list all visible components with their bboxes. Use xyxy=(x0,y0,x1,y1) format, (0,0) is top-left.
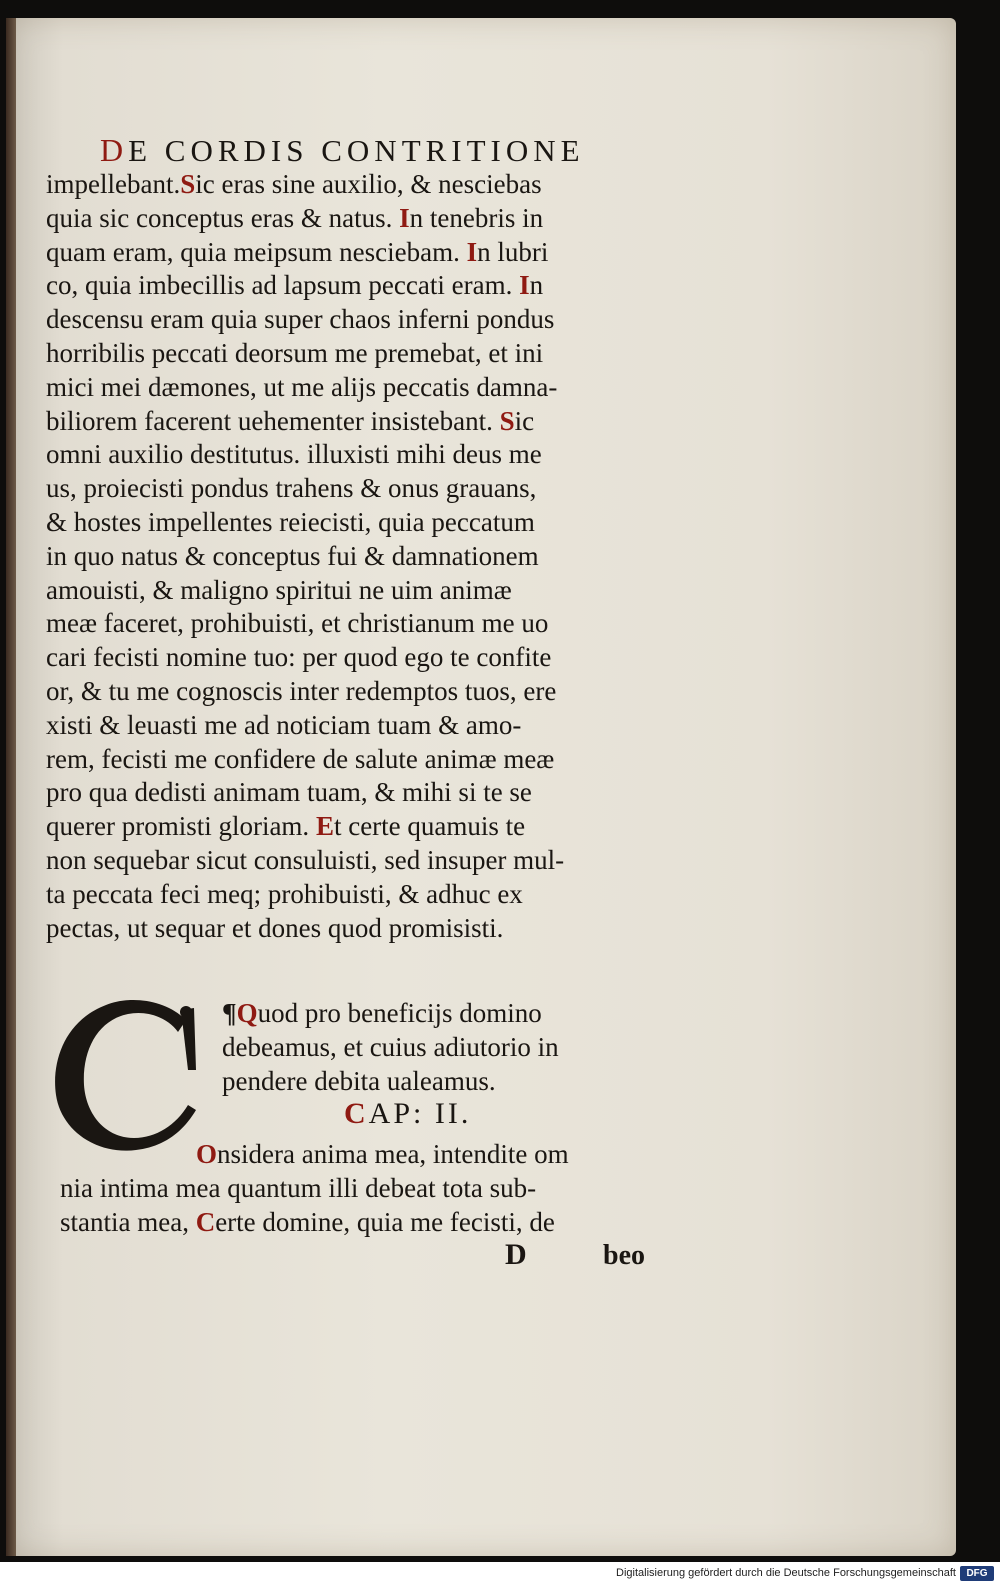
chapter-number xyxy=(344,1097,471,1131)
signature-mark: D xyxy=(505,1238,527,1271)
text-segment: rem, fecisti me confidere de salute animæ meæ xyxy=(46,743,555,774)
chapter-number-rubric: C xyxy=(344,1097,369,1130)
digitization-credit: Digitalisierung gefördert durch die Deutsche Forschungsgemeinschaft xyxy=(616,1567,956,1579)
pilcrow-mark: ¶ xyxy=(222,998,237,1028)
text-segment: t certe quamuis te xyxy=(333,811,526,842)
text-line xyxy=(46,303,706,337)
text-line xyxy=(46,810,706,844)
text-segment: in quo natus & conceptus fui & damnationem xyxy=(46,540,539,571)
text-line xyxy=(46,743,706,777)
rubric-initial: S xyxy=(180,169,196,199)
decorated-initial-c xyxy=(36,990,206,1160)
running-head-text: E CORDIS CONTRITIONE xyxy=(128,133,585,168)
text-line xyxy=(46,472,706,506)
text-segment: cari fecisti nomine tuo: per quod ego te confite xyxy=(46,642,552,673)
text-segment: horribilis peccati deorsum me premebat, et ini xyxy=(46,337,544,368)
running-head xyxy=(100,132,680,169)
text-line xyxy=(46,371,706,405)
rubric-initial: E xyxy=(315,811,334,842)
heading-rubric-initial: Q xyxy=(236,998,258,1028)
text-segment: impellebant. xyxy=(46,169,181,199)
text-line xyxy=(46,776,706,810)
dfg-logo: DFG xyxy=(960,1566,994,1581)
text-line xyxy=(46,912,706,946)
text-line xyxy=(46,438,706,472)
text-segment: ic xyxy=(514,405,535,436)
chapter-text xyxy=(60,1137,700,1238)
heading-line-1: uod pro beneficijs domino xyxy=(257,998,542,1028)
text-line xyxy=(46,709,706,743)
text-line xyxy=(46,574,706,608)
text-segment: xisti & leuasti me ad noticiam tuam & amo- xyxy=(46,709,522,740)
text-segment: descensu eram quia super chaos inferni pondus xyxy=(46,304,555,335)
text-line xyxy=(46,540,706,574)
chapter-text-line-3-start: stantia mea, xyxy=(60,1206,196,1237)
text-segment: biliorem facerent uehementer insistebant. xyxy=(46,405,500,436)
text-segment: quia sic conceptus eras & natus. xyxy=(46,202,400,233)
text-line xyxy=(46,337,706,371)
chapter-text-line-2: nia intima mea quantum illi debeat tota sub- xyxy=(60,1172,537,1203)
text-segment: pro qua dedisti animam tuam, & mihi si te se xyxy=(46,777,532,808)
chapter-text-rubric-o: O xyxy=(196,1139,218,1169)
chapter-text-rubric-c: C xyxy=(195,1206,216,1237)
text-line xyxy=(46,506,706,540)
text-segment: meæ faceret, prohibuisti, et christianum me uo xyxy=(46,608,549,639)
text-segment: us, proiecisti pondus trahens & onus grauans, xyxy=(46,473,537,504)
text-segment: & hostes impellentes reiecisti, quia peccatum xyxy=(46,506,535,537)
heading-line-3: pendere debita ualeamus. xyxy=(222,1065,496,1096)
text-line xyxy=(46,607,706,641)
text-segment: n xyxy=(529,270,544,301)
text-segment: ta peccata feci meq; prohibuisti, & adhuc ex xyxy=(46,878,523,909)
text-segment: mici mei dæmones, ut me alijs peccatis damna- xyxy=(46,371,558,402)
text-segment: omni auxilio destitutus. illuxisti mihi deus me xyxy=(46,439,542,470)
text-segment: n lubri xyxy=(477,236,549,267)
text-line xyxy=(46,878,706,912)
text-line xyxy=(46,168,706,202)
text-segment: querer promisti gloriam. xyxy=(46,811,316,842)
text-line xyxy=(46,202,706,236)
text-segment: pectas, ut sequar et dones quod promisisti. xyxy=(46,912,504,943)
text-line xyxy=(46,405,706,439)
heading-line-2: debeamus, et cuius adiutorio in xyxy=(222,1031,559,1062)
text-line xyxy=(46,844,706,878)
text-segment: co, quia imbecillis ad lapsum peccati eram. xyxy=(46,270,520,301)
rubric-initial: I xyxy=(399,202,410,233)
text-segment: amouisti, & maligno spiritui ne uim animæ xyxy=(46,574,512,605)
text-segment: non sequebar sicut consuluisti, sed insuper mul- xyxy=(46,844,565,875)
main-text-block xyxy=(46,168,706,945)
rubric-initial: I xyxy=(466,236,478,267)
text-segment: n tenebris in xyxy=(409,202,544,233)
chapter-text-line-3-rest: erte domine, quia me fecisti, de xyxy=(215,1206,555,1237)
text-segment: or, & tu me cognoscis inter redemptos tuos, ere xyxy=(46,675,557,706)
rubric-initial: S xyxy=(499,405,515,436)
text-line xyxy=(46,675,706,709)
chapter-text-line-1: nsidera anima mea, intendite om xyxy=(217,1139,569,1169)
text-segment: ic eras sine auxilio, & nesciebas xyxy=(195,169,542,199)
catchword: beo xyxy=(603,1240,645,1271)
text-segment: quam eram, quia meipsum nesciebam. xyxy=(46,236,467,267)
chapter-heading xyxy=(222,996,682,1097)
chapter-number-text: AP: II. xyxy=(368,1097,472,1130)
page-binding-edge xyxy=(6,18,16,1556)
running-head-initial: D xyxy=(100,132,129,168)
text-line xyxy=(46,641,706,675)
text-line xyxy=(46,236,706,270)
rubric-initial: I xyxy=(519,270,530,301)
text-line xyxy=(46,269,706,303)
